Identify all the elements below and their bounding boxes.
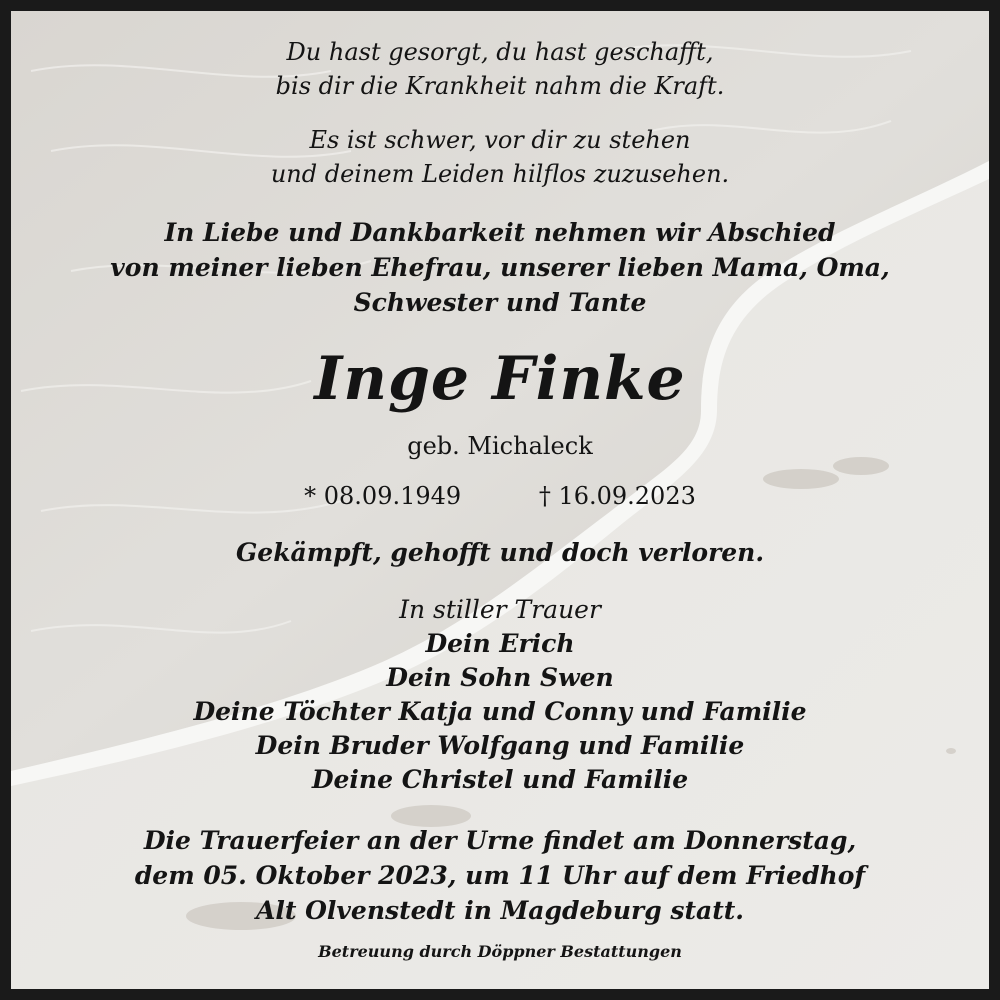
death-date: † 16.09.2023 (538, 482, 696, 510)
mourner-name: Dein Sohn Swen (386, 663, 614, 692)
farewell-text (11, 215, 989, 320)
farewell-line: von meiner lieben Ehefrau, unserer lieben Mama, Oma, (110, 253, 890, 282)
poem-stanza-2 (11, 123, 989, 191)
funeral-line: Alt Olvenstedt in Magdeburg statt. (255, 896, 745, 925)
poem-line: bis dir die Krankheit nahm die Kraft. (275, 72, 725, 100)
mourner-name: Dein Bruder Wolfgang und Familie (255, 731, 745, 760)
mourner-name: Dein Erich (425, 629, 575, 658)
poem-stanza-1 (11, 35, 989, 103)
obituary-text (11, 11, 989, 989)
farewell-line: In Liebe und Dankbarkeit nehmen wir Abschied (164, 218, 836, 247)
mourner-name: Deine Christel und Familie (311, 765, 689, 794)
mourners-heading: In stiller Trauer (399, 595, 601, 624)
maiden-name: geb. Michaleck (407, 432, 593, 460)
funeral-details (11, 823, 989, 928)
funeral-line: Die Trauerfeier an der Urne findet am Donnerstag, (143, 826, 857, 855)
birth-date: * 08.09.1949 (304, 482, 462, 510)
mourner-name: Deine Töchter Katja und Conny und Familie (193, 697, 807, 726)
undertaker-credit: Betreuung durch Döppner Bestattungen (318, 942, 682, 961)
poem-line: und deinem Leiden hilflos zuzusehen. (270, 160, 730, 188)
poem-line: Du hast gesorgt, du hast geschafft, (286, 38, 714, 66)
life-dates (11, 479, 989, 513)
mourners-list (11, 593, 989, 797)
farewell-line: Schwester und Tante (353, 288, 647, 317)
motto: Gekämpft, gehofft und doch verloren. (235, 538, 765, 567)
funeral-line: dem 05. Oktober 2023, um 11 Uhr auf dem Friedhof (134, 861, 866, 890)
deceased-name: Inge Finke (314, 344, 686, 414)
poem-line: Es ist schwer, vor dir zu stehen (309, 126, 691, 154)
